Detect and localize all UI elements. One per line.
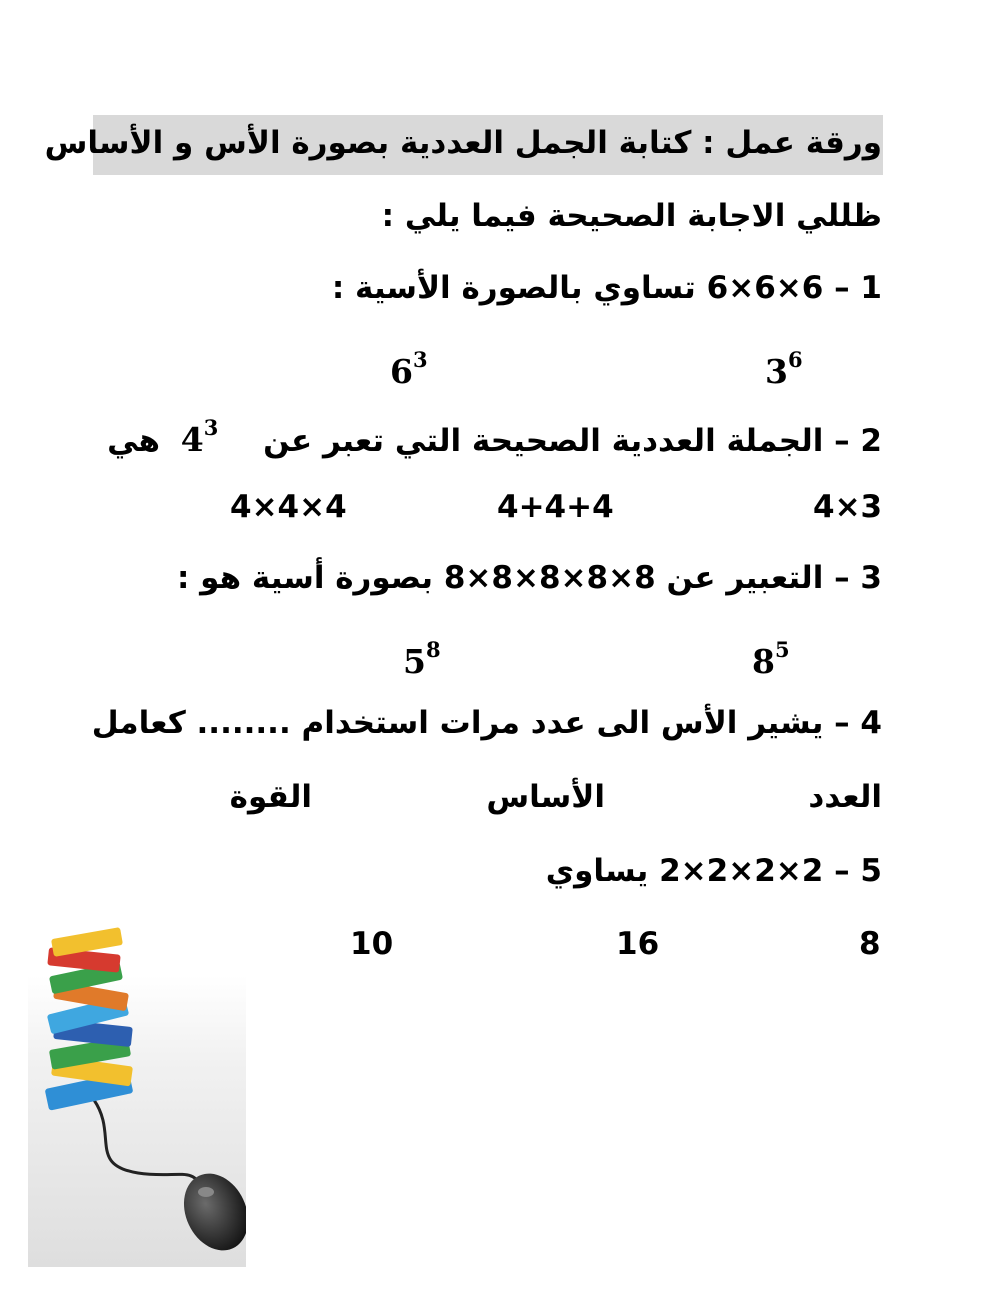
question-3-text: 3 – التعبير عن 8×8×8×8×8 بصورة أسية هو : [176, 560, 882, 596]
q3-option-2[interactable] [403, 632, 441, 684]
q4-option-3[interactable]: القوة [229, 779, 312, 815]
question-4-text: 4 – يشير الأس الى عدد مرات استخدام ........ كعامل [91, 705, 882, 741]
q1-option-1[interactable] [765, 342, 803, 394]
q1-option-1-exp: 6 [787, 347, 803, 372]
worksheet-title: ورقة عمل : كتابة الجمل العددية بصورة الأس و الأساس [44, 125, 882, 161]
books-and-mouse-illustration [28, 915, 246, 1267]
q1-option-1-base: 3 [765, 352, 788, 391]
mouse-wheel [198, 1187, 214, 1197]
question-2-tail: هي [107, 423, 160, 459]
q2-power-base: 4 [180, 420, 204, 459]
instruction: ظللي الاجابة الصحيحة فيما يلي : [381, 198, 882, 234]
question-1-text: 1 – 6×6×6 تساوي بالصورة الأسية : [331, 270, 882, 306]
q5-option-2[interactable]: 16 [616, 926, 660, 962]
q3-option-2-exp: 8 [425, 637, 441, 662]
q3-option-1-exp: 5 [774, 637, 790, 662]
q2-option-1[interactable]: 4×3 [813, 489, 883, 525]
q2-option-2[interactable]: 4+4+4 [497, 489, 614, 525]
q5-option-3[interactable]: 10 [350, 926, 394, 962]
q3-option-1-base: 8 [752, 642, 775, 681]
q1-option-2[interactable] [390, 342, 428, 394]
q4-option-1[interactable]: العدد [808, 779, 882, 815]
q1-option-2-base: 6 [390, 352, 413, 391]
q4-option-2[interactable]: الأساس [486, 779, 605, 815]
q1-option-2-exp: 3 [412, 347, 428, 372]
q5-option-1[interactable]: 8 [859, 926, 881, 962]
question-5-text: 5 – 2×2×2×2 يساوي [545, 853, 882, 889]
q2-option-3[interactable]: 4×4×4 [230, 489, 347, 525]
q2-power-exp: 3 [203, 415, 219, 440]
q3-option-1[interactable] [752, 632, 790, 684]
question-2-text: 2 – الجملة العددية الصحيحة التي تعبر عن [263, 423, 882, 459]
q3-option-2-base: 5 [403, 642, 426, 681]
question-2-power [180, 415, 219, 459]
question-2 [107, 410, 882, 463]
